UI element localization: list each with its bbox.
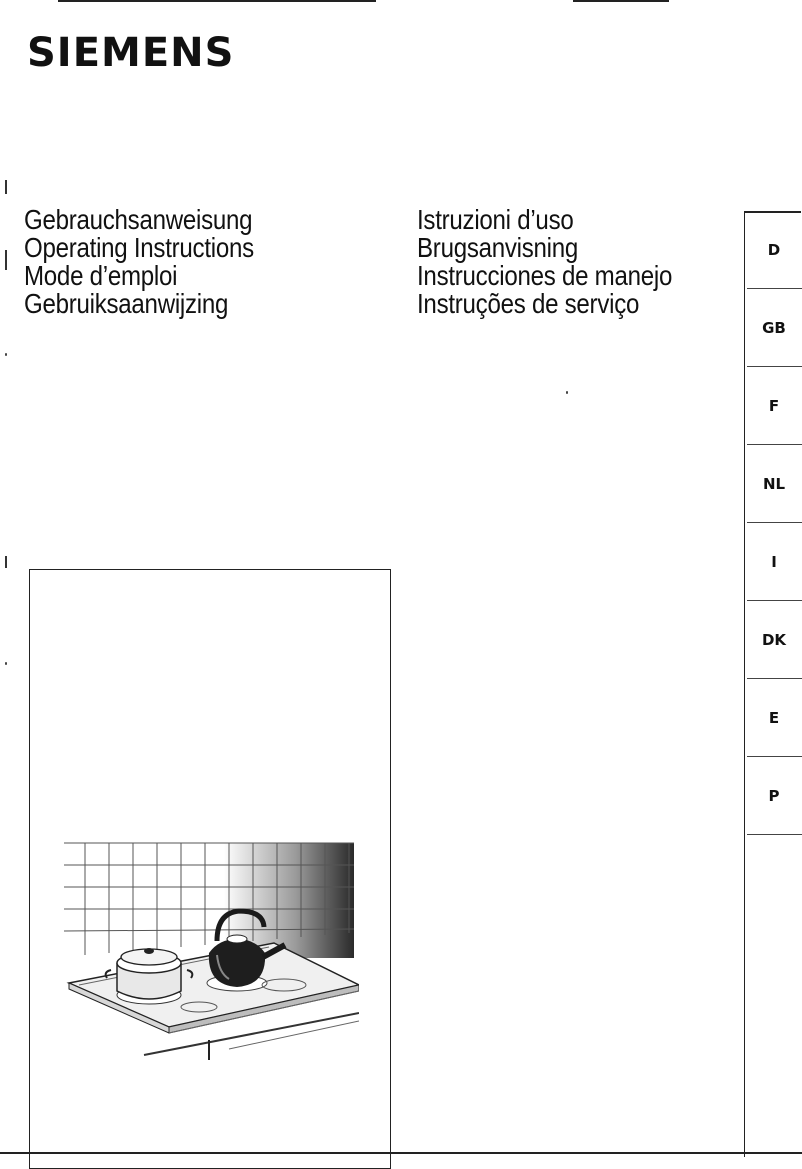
top-edge-line xyxy=(58,0,376,2)
title-german: Gebrauchsanweisung xyxy=(24,204,253,235)
cooktop-with-pot-and-kettle-illustration xyxy=(59,835,359,1065)
scan-speck xyxy=(5,353,7,356)
tab-label: P xyxy=(768,787,780,805)
tab-label: F xyxy=(768,397,780,415)
title-danish: Brugsanvisning xyxy=(417,232,579,263)
titles-right-column xyxy=(417,206,672,318)
tab-label: I xyxy=(771,553,777,571)
title-french: Mode d’emploi xyxy=(24,260,178,291)
tab-language-nl[interactable] xyxy=(745,445,802,523)
title-portuguese: Instruções de serviço xyxy=(417,288,640,319)
title-dutch: Gebruiksaanwijzing xyxy=(24,288,229,319)
tab-label: NL xyxy=(762,475,786,493)
tab-language-gb[interactable] xyxy=(745,289,802,367)
tab-separator xyxy=(747,834,802,835)
tab-language-d[interactable] xyxy=(745,211,802,289)
title-spanish: Instrucciones de manejo xyxy=(417,260,673,291)
bottom-edge-line xyxy=(0,1152,802,1154)
margin-mark xyxy=(5,180,7,194)
tab-language-p[interactable] xyxy=(745,757,802,835)
margin-mark xyxy=(5,556,7,568)
tab-label: GB xyxy=(762,319,786,337)
title-english: Operating Instructions xyxy=(24,232,254,263)
tab-language-e[interactable] xyxy=(745,679,802,757)
title-italian: Istruzioni d’uso xyxy=(417,204,574,235)
brand-logo: SIEMENS xyxy=(27,30,235,76)
language-tabs xyxy=(744,211,802,1157)
top-edge-line-short xyxy=(573,0,669,2)
titles-left-column xyxy=(24,206,254,318)
tab-language-f[interactable] xyxy=(745,367,802,445)
scan-speck xyxy=(566,391,568,394)
tab-label: E xyxy=(768,709,780,727)
tab-language-i[interactable] xyxy=(745,523,802,601)
tab-label: DK xyxy=(761,631,787,649)
cover-illustration-frame xyxy=(29,569,391,1169)
margin-mark xyxy=(5,250,7,270)
tiled-wall xyxy=(64,843,354,958)
tab-language-dk[interactable] xyxy=(745,601,802,679)
tab-label: D xyxy=(767,241,781,259)
scan-speck xyxy=(5,662,7,665)
